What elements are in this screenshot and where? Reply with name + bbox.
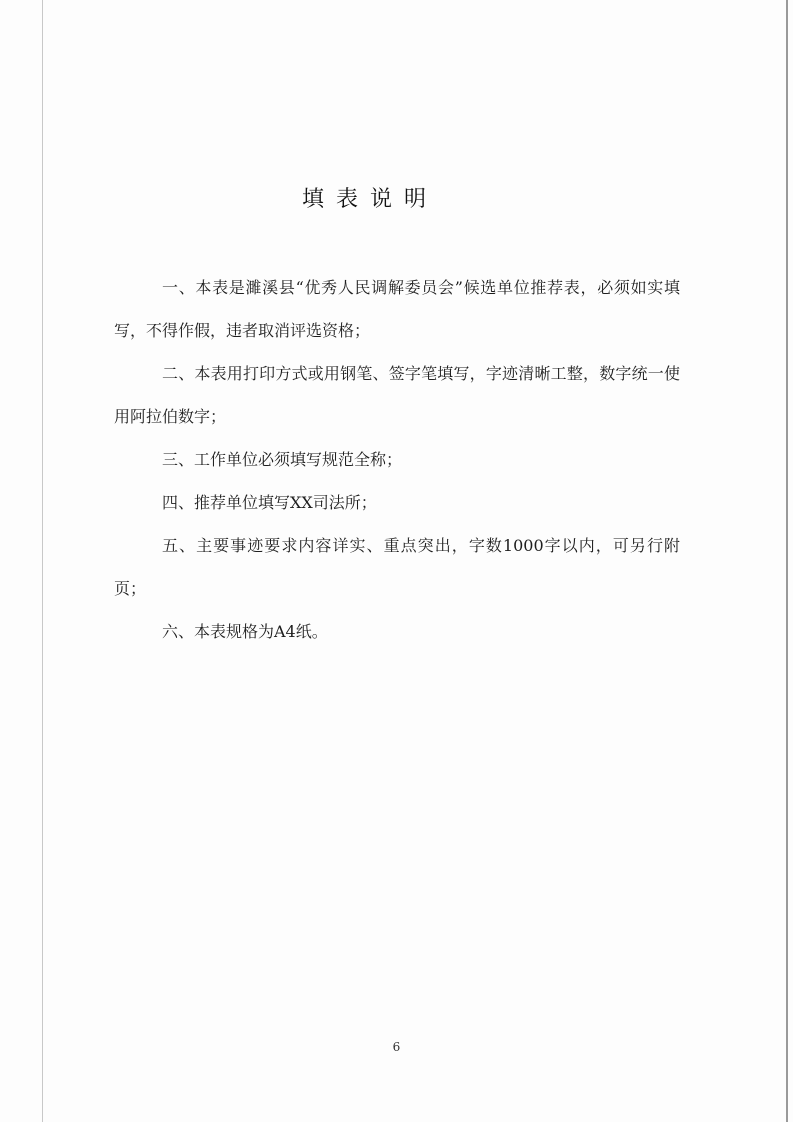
instruction-paragraph-5: 五、主要事迹要求内容详实、重点突出，字数1000字以内，可另行附页； xyxy=(114,536,680,598)
instruction-paragraph-1: 一、本表是濉溪县“优秀人民调解委员会”候选单位推荐表，必须如实填写，不得作假，违者取消评选资格； xyxy=(114,278,680,340)
instruction-paragraph-4: 四、推荐单位填写XX司法所； xyxy=(162,493,377,512)
page-title: 填表说明 xyxy=(301,187,438,212)
instructions-body xyxy=(114,266,680,653)
instruction-paragraph-6: 六、本表规格为A4纸。 xyxy=(162,622,328,641)
page-right-edge xyxy=(786,0,788,1122)
instruction-paragraph-3: 三、工作单位必须填写规范全称； xyxy=(162,450,403,469)
page-number: 6 xyxy=(392,1040,401,1054)
page-left-edge xyxy=(42,0,43,1122)
instruction-paragraph-2: 二、本表用打印方式或用钢笔、签字笔填写，字迹清晰工整，数字统一使用阿拉伯数字； xyxy=(114,364,680,426)
